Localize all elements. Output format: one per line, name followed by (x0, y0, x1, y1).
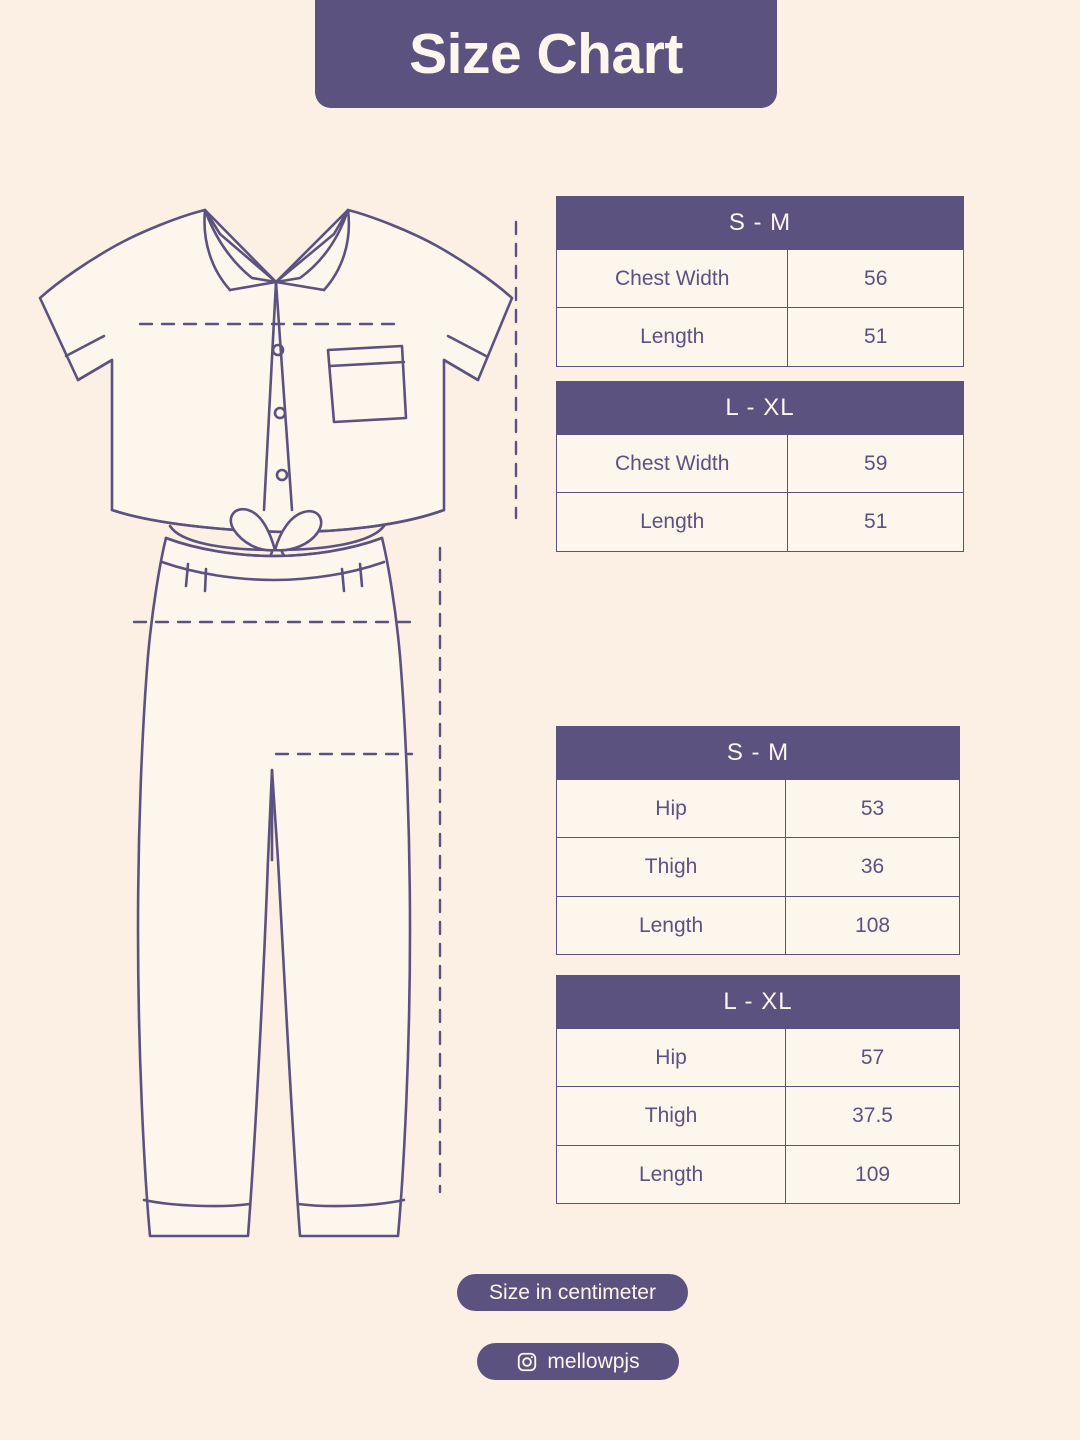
table-row (557, 837, 959, 895)
social-handle-badge[interactable] (477, 1343, 679, 1380)
table-row (557, 1028, 959, 1086)
table-row (557, 1145, 959, 1203)
table-row (557, 307, 963, 365)
table-header: L - XL (557, 382, 963, 434)
row-label: Thigh (557, 1087, 786, 1144)
row-value: 53 (860, 797, 885, 821)
row-value: 51 (864, 510, 888, 534)
row-value: 108 (855, 913, 891, 937)
social-handle-label: mellowpjs (547, 1350, 640, 1373)
table-row (557, 1086, 959, 1144)
size-table-top-sm (556, 196, 964, 367)
row-label: Hip (557, 780, 786, 837)
row-value: 56 (864, 267, 888, 291)
row-label: Length (557, 897, 786, 954)
size-table-top-lxl (556, 381, 964, 552)
row-label: Hip (557, 1029, 786, 1086)
row-label: Thigh (557, 838, 786, 895)
page-title-banner (315, 0, 777, 108)
table-header: S - M (557, 727, 959, 779)
size-table-bottom-sm (556, 726, 960, 955)
table-row (557, 896, 959, 954)
page-title: Size Chart (409, 21, 683, 86)
table-header: S - M (557, 197, 963, 249)
unit-note-badge (457, 1274, 688, 1311)
row-label: Length (557, 308, 788, 365)
table-header: L - XL (557, 976, 959, 1028)
table-row (557, 434, 963, 492)
unit-note-label: Size in centimeter (489, 1281, 656, 1304)
row-value: 51 (864, 325, 888, 349)
row-label: Chest Width (557, 250, 788, 307)
row-value: 36 (860, 855, 885, 879)
size-table-bottom-lxl (556, 975, 960, 1204)
table-row (557, 249, 963, 307)
row-value: 37.5 (852, 1104, 893, 1128)
table-row (557, 779, 959, 837)
row-label: Chest Width (557, 435, 788, 492)
instagram-icon (516, 1351, 538, 1373)
row-value: 57 (860, 1046, 885, 1070)
table-row (557, 492, 963, 550)
row-label: Length (557, 493, 788, 550)
pajama-set-illustration (20, 170, 540, 1280)
row-value: 109 (855, 1162, 891, 1186)
row-value: 59 (864, 452, 888, 476)
pajama-set-line-drawing (20, 170, 540, 1280)
row-label: Length (557, 1146, 786, 1203)
